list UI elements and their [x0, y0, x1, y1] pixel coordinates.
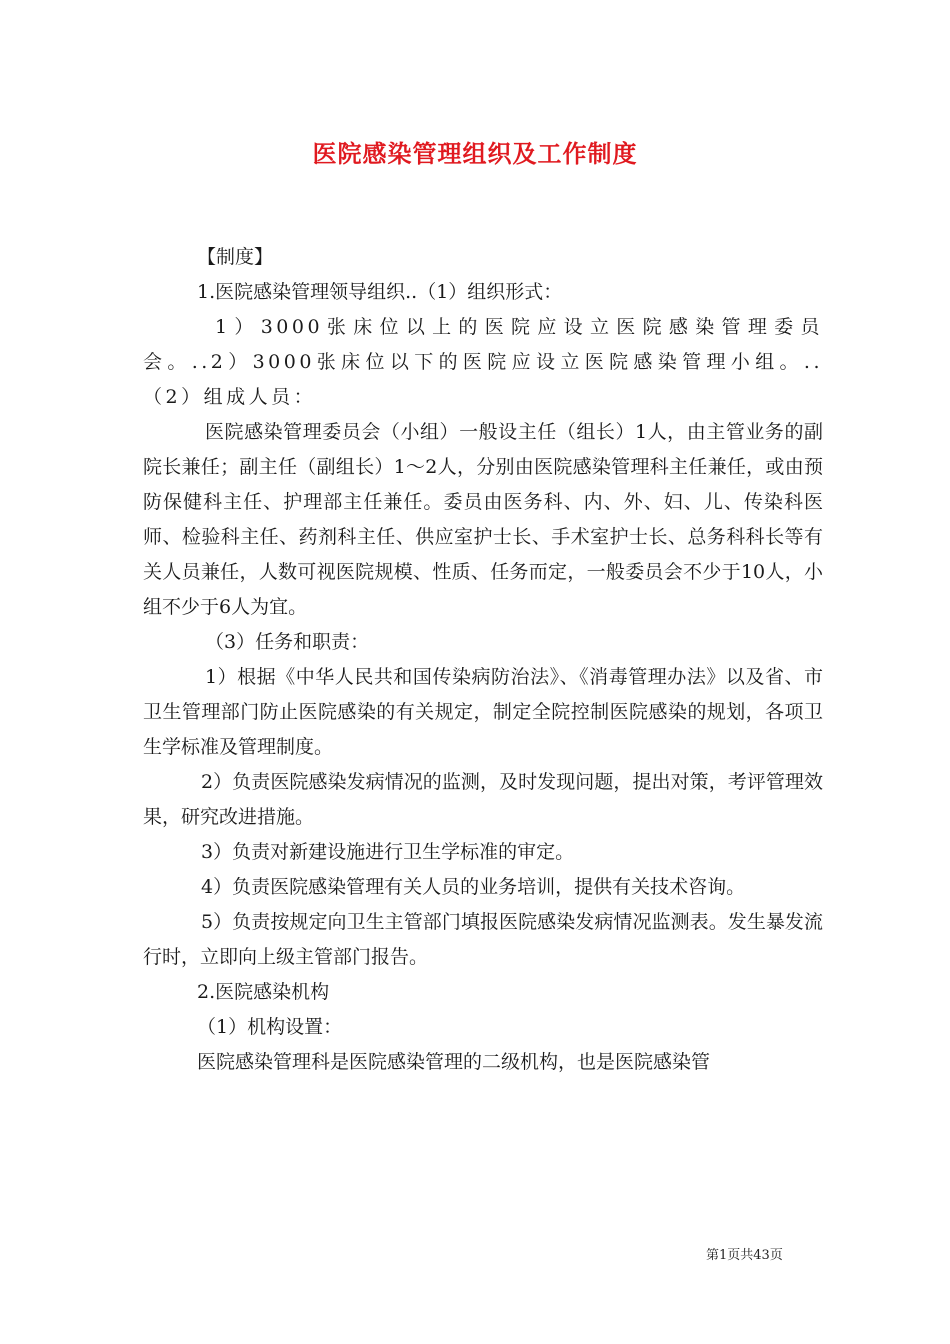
paragraph: 5）负责按规定向卫生主管部门填报医院感染发病情况监测表。发生暴发流行时，立即向上级主管部门报告。: [143, 911, 823, 968]
paragraph: 3）负责对新建设施进行卫生学标准的审定。: [201, 841, 575, 863]
page-number: 第1页共43页: [706, 1248, 783, 1263]
paragraph: 4）负责医院感染管理有关人员的业务培训，提供有关技术咨询。: [201, 876, 746, 898]
paragraph: 1）根据《中华人民共和国传染病防治法》、《消毒管理办法》以及省、市卫生管理部门防止医院感染的有关规定，制定全院控制医院感染的规划，各项卫生学标准及管理制度。: [143, 666, 823, 758]
document-body: [143, 240, 823, 1080]
paragraph: 医院感染管理科是医院感染管理的二级机构，也是医院感染管: [197, 1051, 711, 1073]
paragraph: 1）3000张床位以上的医院应设立医院感染管理委员会。..2）3000张床位以下的医院应设立医院感染管理小组。..（2）组成人员：: [143, 316, 823, 408]
section-heading: 【制度】: [197, 246, 274, 268]
paragraph: （3）任务和职责：: [205, 631, 370, 653]
paragraph: 1.医院感染管理领导组织..（1）组织形式：: [197, 281, 563, 303]
paragraph: 2）负责医院感染发病情况的监测，及时发现问题，提出对策，考评管理效果，研究改进措施。: [143, 771, 823, 828]
section-heading: 2.医院感染机构: [197, 981, 330, 1003]
paragraph: （1）机构设置：: [197, 1016, 343, 1038]
document-title: 医院感染管理组织及工作制度: [312, 139, 638, 168]
paragraph: 医院感染管理委员会（小组）一般设主任（组长）1人，由主管业务的副院长兼任；副主任（副组长）1～2人，分别由医院感染管理科主任兼任，或由预防保健科主任、护理部主任兼任。委员由医务科、内、外、妇、儿、传染科医师、检验科主任、药剂科主任、供应室护士长、手术室护士长、总务科科长等有关人员兼任，人数可视医院规模、性质、任务而定，一般委员会不少于10人，小组不少于6人为宜。: [143, 421, 823, 618]
